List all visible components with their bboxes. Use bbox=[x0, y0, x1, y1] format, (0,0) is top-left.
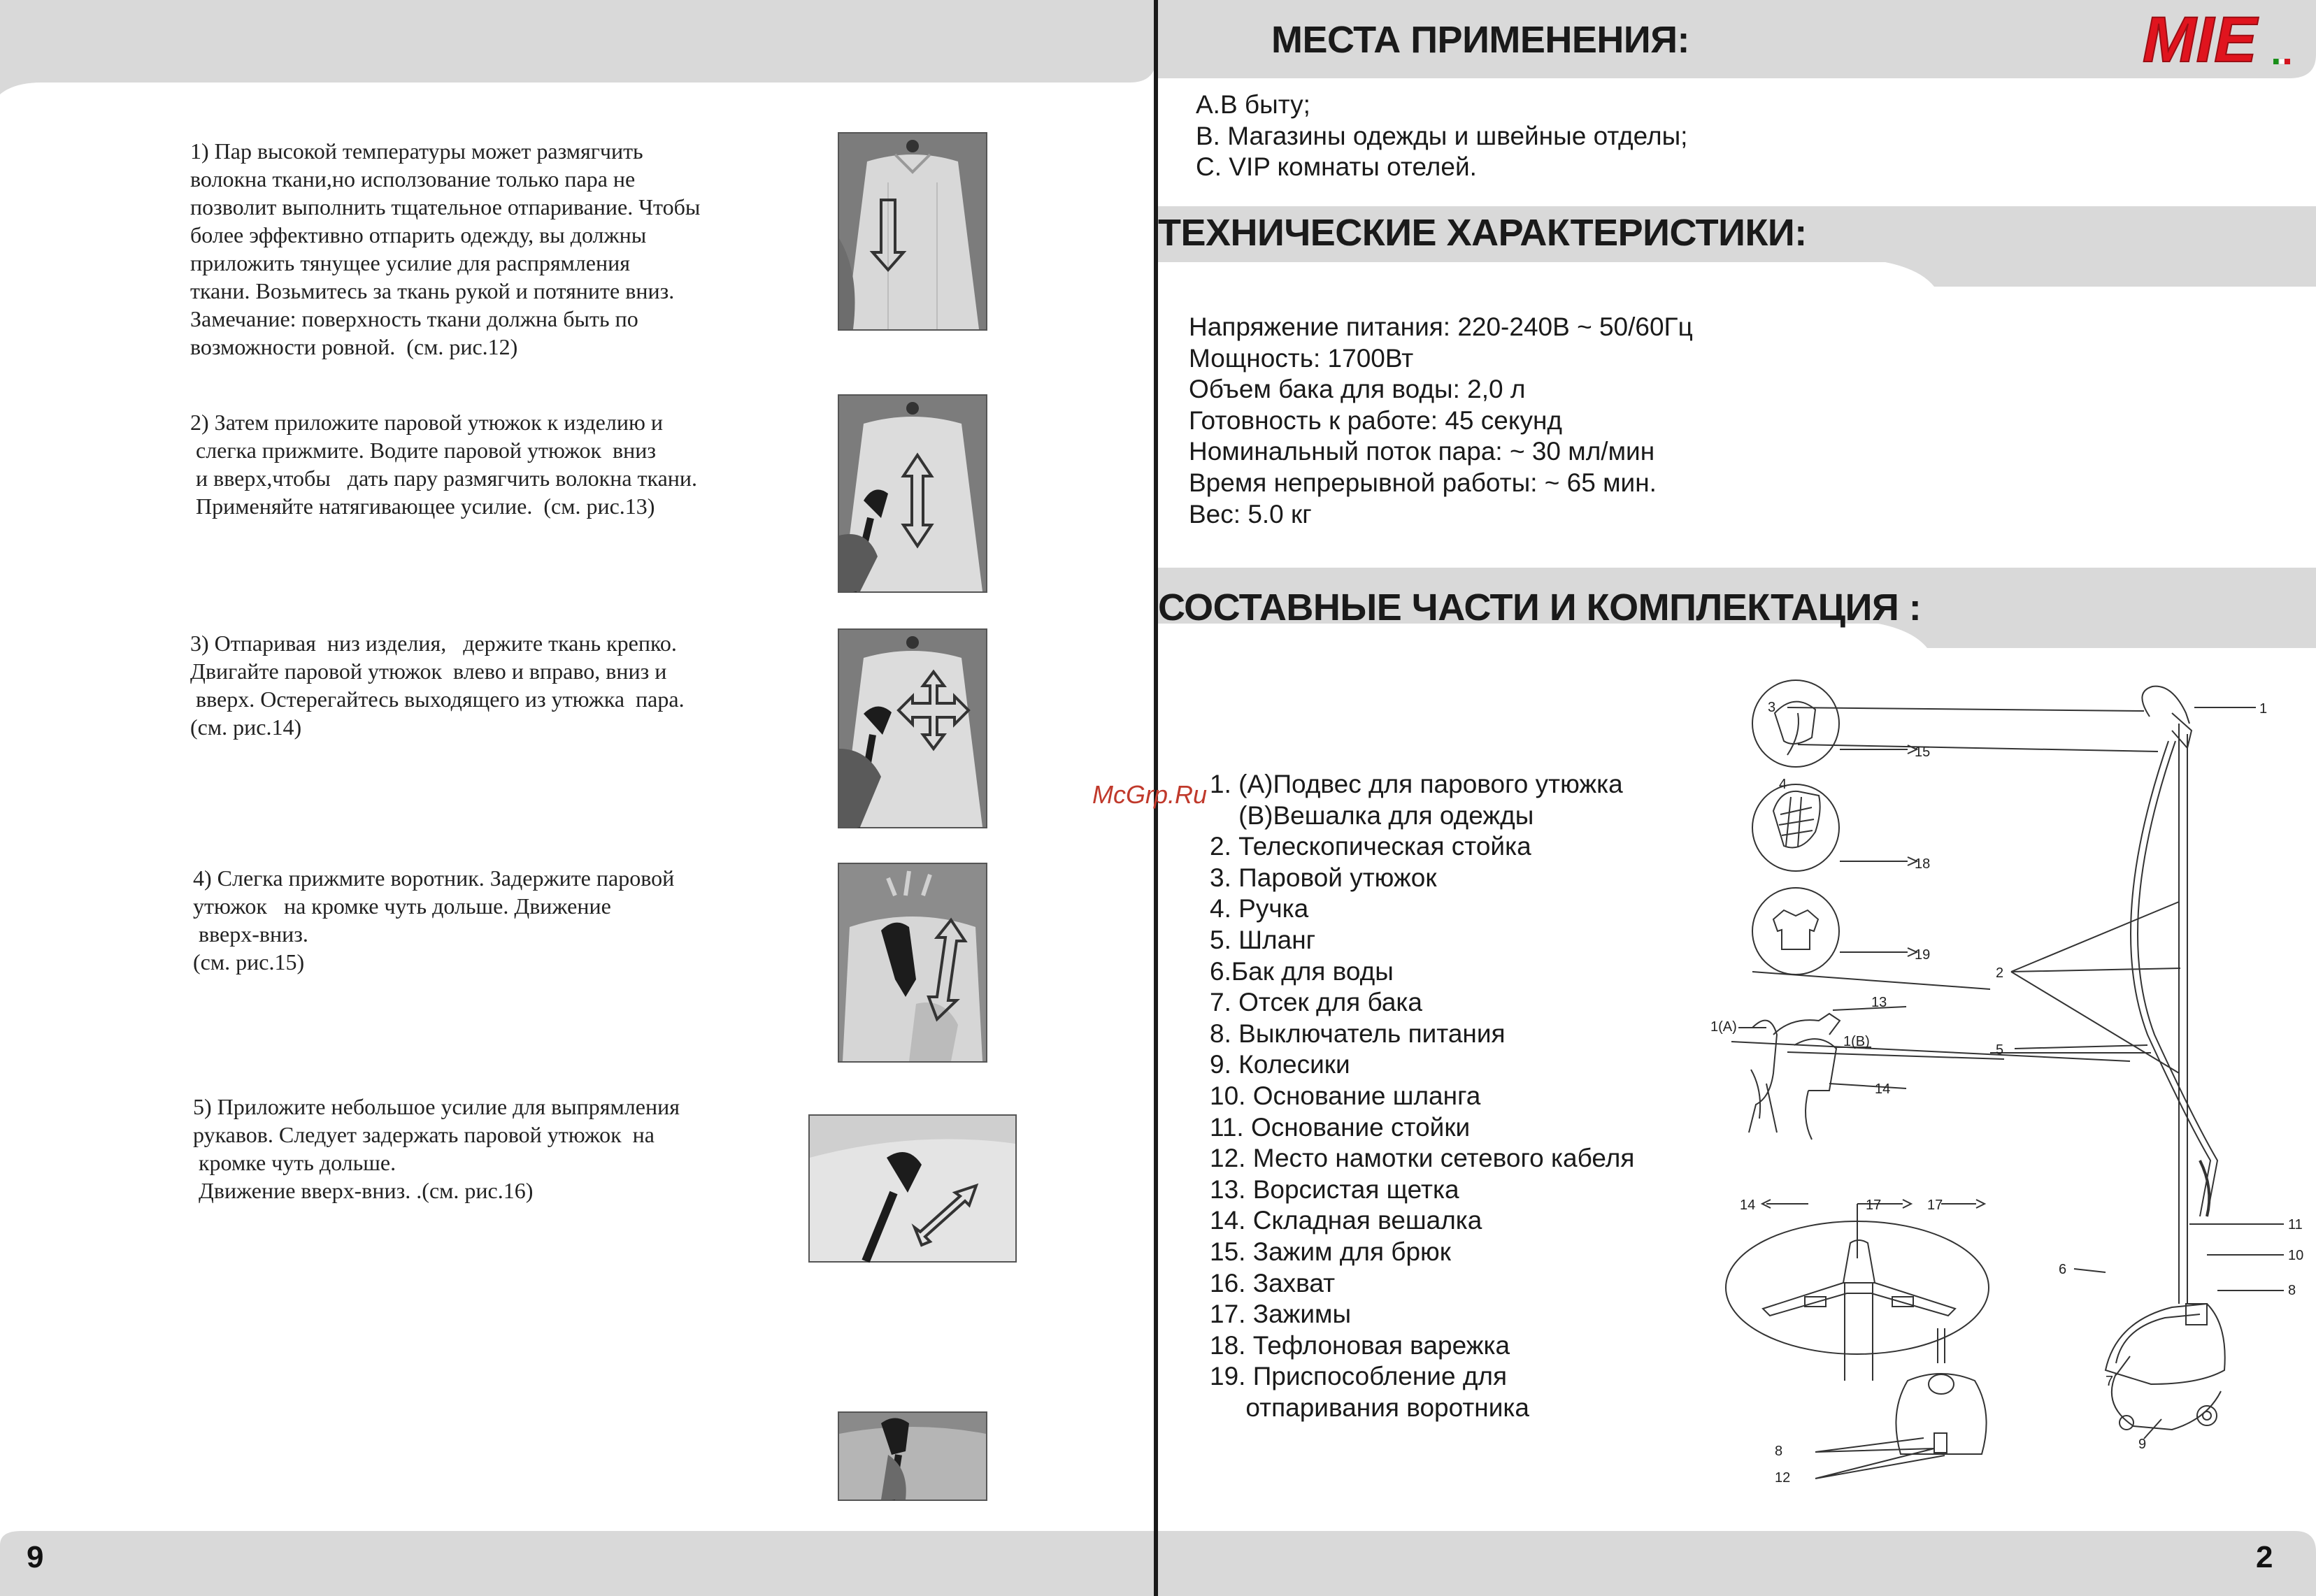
spec-voltage: Напряжение питания: 220-240В ~ 50/60Гц bbox=[1189, 312, 1693, 341]
figure-15-photo bbox=[838, 863, 987, 1063]
label-15: 15 bbox=[1915, 745, 1931, 760]
usage-item-a: A.В быту; bbox=[1196, 90, 1310, 119]
trouser-clip-circle bbox=[1752, 680, 1839, 767]
label-19: 19 bbox=[1915, 947, 1931, 963]
mie-logo-text: MIE bbox=[2143, 4, 2257, 76]
step-1-text: 1) Пар высокой температуры может размягчить волокна ткани,но исползование только пара не позволит выполнить тщательное отпаривание. Чтобы более эффективно отпарить одежду, вы должны приложить тянущее усилие для распрямления ткани. Возьмитесь за ткань рукой и потяните вниз. Замечание: поверхность ткани должна быть по возможности ровной. (см. рис.12) bbox=[190, 138, 701, 359]
step-3-text: 3) Отпаривая низ изделия, держите ткань крепко. Двигайте паровой утюжок влево и вправо, вниз и вверх. Остерегайтесь выходящего из утюжка пара. (см. рис.14) bbox=[190, 631, 685, 740]
label-8: 8 bbox=[2288, 1283, 2296, 1298]
spec-weight: Вес: 5.0 кг bbox=[1189, 499, 1312, 529]
usage-list bbox=[1196, 89, 1687, 183]
right-page bbox=[1092, 0, 2316, 1596]
base-back-view bbox=[1896, 1374, 1986, 1454]
step-2-text: 2) Затем приложите паровой утюжок к изделию и слегка прижмите. Водите паровой утюжок вниз и вверх,чтобы дать пару размягчить волокна ткани. Применяйте натягивающее усилие. (см. рис.13) bbox=[190, 410, 698, 519]
figure-13-photo bbox=[838, 394, 987, 593]
label-1: 1 bbox=[2259, 701, 2268, 717]
label-12: 12 bbox=[1775, 1470, 1791, 1486]
specs-list bbox=[1189, 312, 1693, 530]
label-18: 18 bbox=[1915, 856, 1931, 872]
label-7: 7 bbox=[2106, 1374, 2114, 1389]
parts-diagram bbox=[1710, 671, 2316, 1496]
spec-steam-flow: Номинальный поток пара: ~ 30 мл/мин bbox=[1189, 437, 1655, 466]
usage-item-b: B. Магазины одежды и швейные отделы; bbox=[1196, 121, 1688, 150]
label-14-folding: 14 bbox=[1740, 1198, 1756, 1213]
label-13: 13 bbox=[1871, 995, 1887, 1010]
page-number-right: 2 bbox=[2256, 1540, 2273, 1574]
label-17-b: 17 bbox=[1927, 1198, 1943, 1213]
step-4-text: 4) Слегка прижмите воротник. Задержите паровой утюжок на кромке чуть дольше. Движение вверх-вниз. (см. рис.15) bbox=[193, 865, 675, 975]
mitten-circle bbox=[1752, 784, 1839, 871]
figure-12-photo bbox=[838, 132, 987, 331]
label-10: 10 bbox=[2288, 1248, 2304, 1263]
collar-tool-circle bbox=[1752, 888, 1839, 975]
spec-tank-volume: Объем бака для воды: 2,0 л bbox=[1189, 375, 1526, 404]
step-5-text: 5) Приложите небольшое усилие для выпрямления рукавов. Следует задержать паровой утюжок на кромке чуть дольше. Движение вверх-вниз. .(см. рис.16) bbox=[193, 1094, 680, 1203]
label-3: 3 bbox=[1768, 700, 1776, 715]
bottom-band-left bbox=[0, 1524, 1157, 1596]
label-6: 6 bbox=[2059, 1262, 2067, 1277]
label-5: 5 bbox=[1996, 1042, 2004, 1058]
label-14-hanger: 14 bbox=[1875, 1081, 1891, 1097]
spec-power: Мощность: 1700Вт bbox=[1189, 343, 1414, 373]
figure-small-photo bbox=[838, 1411, 987, 1501]
parts-title: СОСТАВНЫЕ ЧАСТИ И КОМПЛЕКТАЦИЯ : bbox=[1158, 587, 1922, 628]
label-8-base: 8 bbox=[1775, 1444, 1783, 1459]
top-band-left bbox=[0, 0, 1157, 94]
steamer-iron-head bbox=[2142, 686, 2189, 724]
mie-logo bbox=[2137, 4, 2312, 74]
usage-item-c: C. VIP комнаты отелей. bbox=[1196, 152, 1477, 182]
figure-14-photo bbox=[838, 628, 987, 828]
left-page bbox=[0, 0, 1157, 1596]
label-11: 11 bbox=[2288, 1217, 2303, 1232]
hose bbox=[2138, 741, 2217, 1216]
label-2: 2 bbox=[1996, 965, 2004, 981]
figure-16-photo bbox=[808, 1114, 1017, 1263]
label-9: 9 bbox=[2138, 1437, 2147, 1452]
label-1a: 1(A) bbox=[1710, 1019, 1737, 1035]
spec-ready-time: Готовность к работе: 45 секунд bbox=[1189, 405, 1562, 435]
spec-run-time: Время непрерывной работы: ~ 65 мин. bbox=[1189, 468, 1657, 497]
label-1b: 1(B) bbox=[1843, 1034, 1870, 1049]
page-number-left: 9 bbox=[27, 1540, 44, 1574]
watermark: McGrp.Ru bbox=[1092, 780, 1208, 809]
label-17-a: 17 bbox=[1866, 1198, 1882, 1213]
bottom-band-right bbox=[1158, 1524, 2316, 1596]
parts-list: 1. (А)Подвес для парового утюжка (В)Вешалка для одежды 2. Телескопическая стойка 3. Паровой утюжок 4. Ручка 5. Шланг 6.Бак для воды 7. Отсек для бака 8. Выключатель питания 9. Колесики 10. Основание шланга 11. Основание стойки 12. Место намотки сетевого кабеля 13. Ворсистая щетка 14. Складная вешалка 15. Зажим для брюк 16. Захват 17. Зажимы 18. Тефлоновая варежка 19. Приспособление для отпаривания воротника bbox=[1210, 770, 1635, 1422]
specs-title: ТЕХНИЧЕСКИЕ ХАРАКТЕРИСТИКИ: bbox=[1158, 212, 1807, 254]
label-4: 4 bbox=[1779, 777, 1787, 792]
usage-title: МЕСТА ПРИМЕНЕНИЯ: bbox=[1271, 19, 1689, 61]
